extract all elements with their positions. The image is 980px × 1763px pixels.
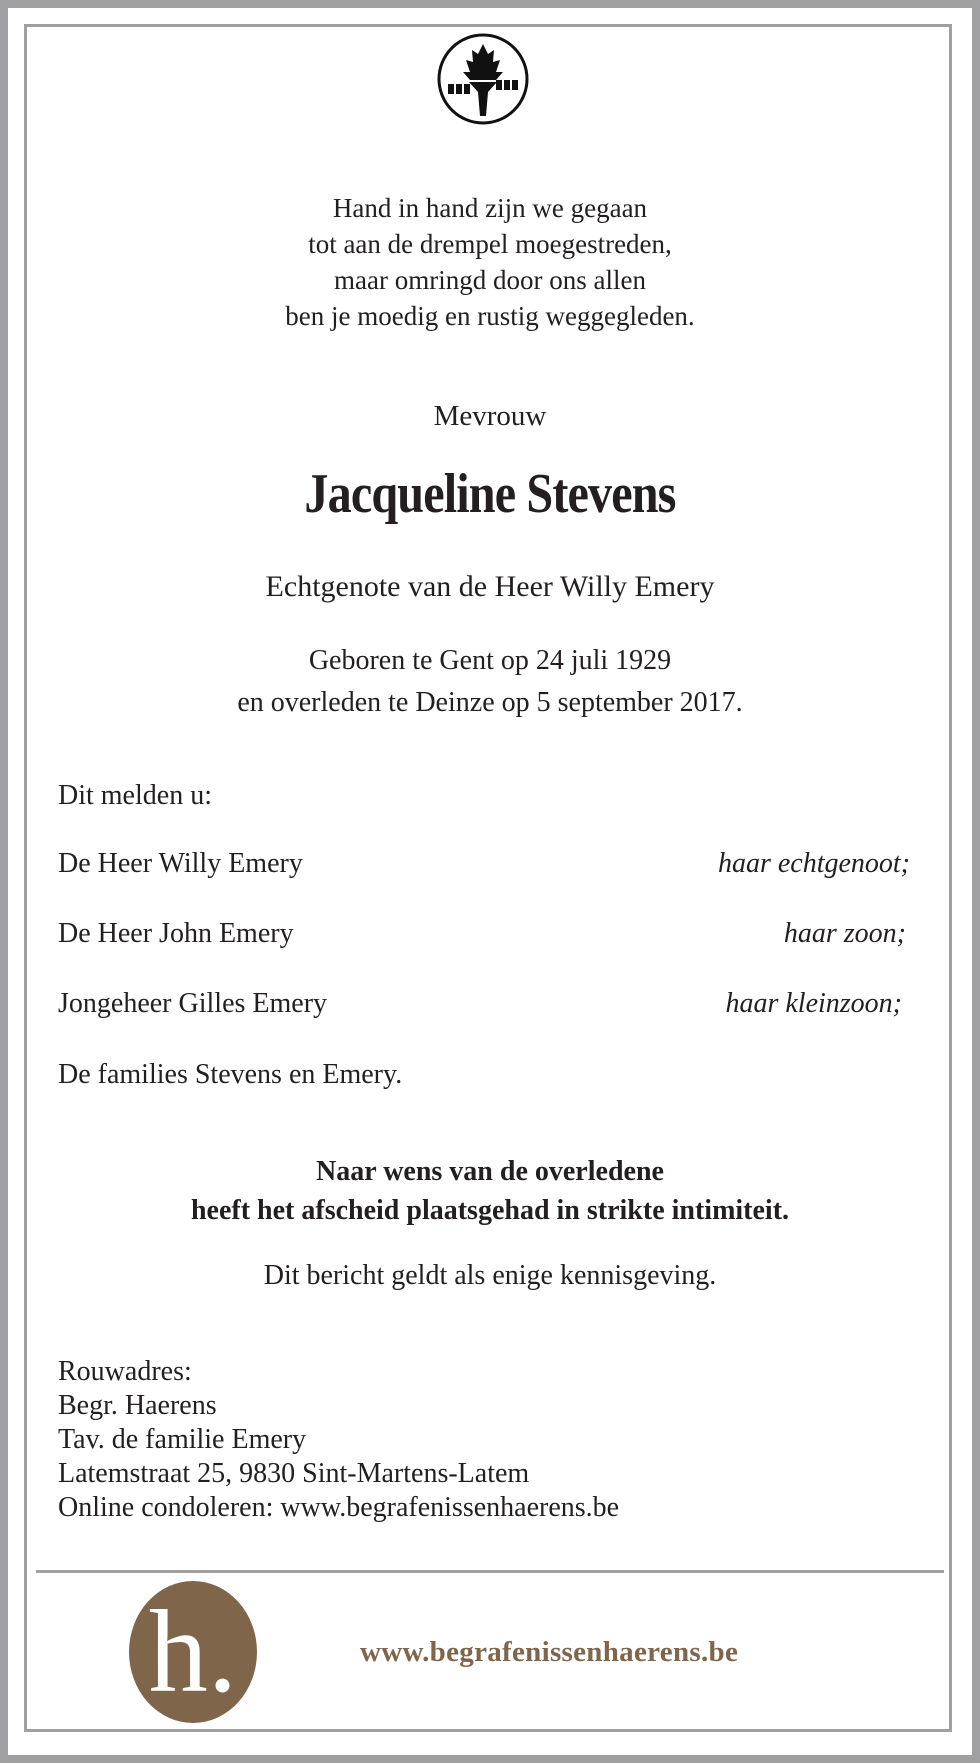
address-line: Rouwadres: — [58, 1356, 192, 1387]
relative-name: De Heer Willy Emery — [58, 848, 303, 879]
poem-line: ben je moedig en rustig weggegleden. — [285, 301, 695, 331]
relative-relation: haar echtgenoot; — [717, 848, 910, 879]
wish-line: heeft het afscheid plaatsgehad in strikte intimiteit. — [190, 1195, 790, 1226]
address-line: Latemstraat 25, 9830 Sint-Martens-Latem — [58, 1458, 530, 1489]
poem-line: tot aan de drempel moegestreden, — [308, 229, 672, 259]
poem-line: Hand in hand zijn we gegaan — [332, 193, 648, 223]
relative-relation: haar kleinzoon; — [725, 988, 902, 1019]
wish-text — [0, 1152, 980, 1230]
torch-emblem-icon — [436, 32, 530, 126]
life-dates — [0, 640, 980, 724]
address-block — [58, 1355, 619, 1525]
birth-line: Geboren te Gent op 24 juli 1929 — [308, 645, 672, 676]
deceased-name: Jacqueline Stevens — [304, 463, 676, 525]
logo-letter: h. — [148, 1586, 238, 1717]
divider — [36, 1570, 944, 1573]
notice-line: Dit bericht geldt als enige kennisgeving. — [263, 1260, 717, 1291]
relative-name: Jongeheer Gilles Emery — [58, 988, 328, 1019]
salutation: Mevrouw — [433, 400, 547, 432]
relative-name: De Heer John Emery — [58, 918, 294, 949]
wish-line: Naar wens van de overledene — [316, 1156, 664, 1187]
address-line: Begr. Haerens — [58, 1390, 217, 1421]
haerens-logo — [129, 1581, 257, 1723]
death-line: en overleden te Deinze op 5 september 2017. — [237, 687, 743, 718]
footer-url: www.begrafenissenhaerens.be — [360, 1636, 739, 1668]
address-line: Online condoleren: www.begrafenissenhaerens.be — [58, 1492, 620, 1523]
address-line: Tav. de familie Emery — [58, 1424, 307, 1455]
spouse-line: Echtgenote van de Heer Willy Emery — [265, 570, 715, 603]
relative-relation: haar zoon; — [783, 918, 906, 949]
poem — [0, 190, 980, 334]
announce-intro: Dit melden u: — [58, 780, 212, 811]
families-line: De families Stevens en Emery. — [58, 1059, 403, 1090]
poem-line: maar omringd door ons allen — [334, 265, 646, 295]
